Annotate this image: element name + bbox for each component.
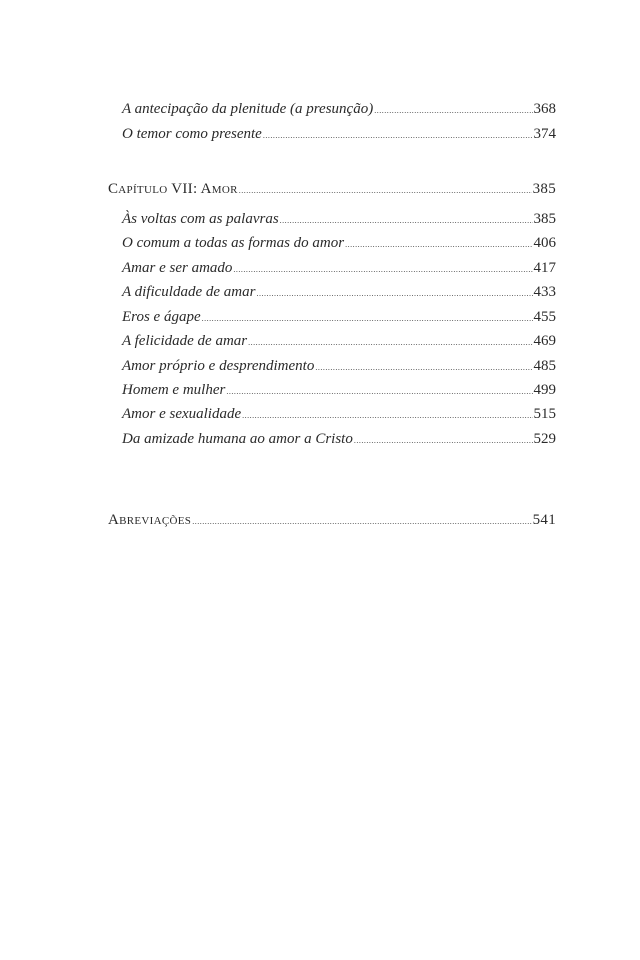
- toc-entry: [122, 382, 556, 399]
- dot-leader: [256, 289, 532, 298]
- toc-entry: [122, 431, 556, 448]
- toc-entry-page: 499: [533, 382, 556, 398]
- toc-entry: [122, 406, 556, 423]
- toc-entry-title: Amor e sexualidade: [122, 406, 242, 422]
- toc-chapter-heading: [108, 181, 556, 198]
- toc-entry-page: 485: [533, 358, 556, 374]
- toc-entry-title: Homem e mulher: [122, 382, 226, 398]
- toc-entry-title: A felicidade de amar: [122, 333, 248, 349]
- dot-leader: [280, 216, 533, 225]
- dot-leader: [202, 314, 533, 323]
- dot-leader: [248, 338, 532, 347]
- dot-leader: [239, 186, 532, 195]
- toc-entry-page: 529: [533, 431, 556, 447]
- chapter-title: Capítulo VII: Amor: [108, 181, 238, 197]
- toc-entry-page: 368: [533, 101, 556, 117]
- dot-leader: [233, 265, 532, 274]
- chapter-page: 385: [532, 181, 556, 197]
- toc-entry-page: 469: [533, 333, 556, 349]
- abbreviations-title: Abreviações: [108, 512, 192, 528]
- toc-entry-title: A antecipação da plenitude (a presunção): [122, 101, 374, 117]
- toc-entry-page: 385: [533, 211, 556, 227]
- toc-entry-title: A dificuldade de amar: [122, 284, 256, 300]
- toc-entry-page: 406: [533, 235, 556, 251]
- toc-entry-page: 515: [533, 406, 556, 422]
- toc-entry-title: O comum a todas as formas do amor: [122, 235, 345, 251]
- toc-entry-page: 433: [533, 284, 556, 300]
- toc-entry: [122, 260, 556, 277]
- toc-entry-title: Amor próprio e desprendimento: [122, 358, 315, 374]
- toc-entry-page: 417: [533, 260, 556, 276]
- dot-leader: [263, 131, 533, 140]
- toc-entry-title: O temor como presente: [122, 126, 262, 142]
- dot-leader: [374, 106, 532, 115]
- toc-entry-page: 374: [533, 126, 556, 142]
- toc-entry: [122, 211, 556, 228]
- abbreviations-page: 541: [532, 512, 556, 528]
- dot-leader: [354, 436, 533, 445]
- dot-leader: [345, 240, 532, 249]
- toc-entry: [122, 309, 556, 326]
- toc-entry: [122, 333, 556, 350]
- dot-leader: [315, 363, 532, 372]
- toc-entry-title: Da amizade humana ao amor a Cristo: [122, 431, 353, 447]
- toc-entry-page: 455: [533, 309, 556, 325]
- toc-entry: [122, 284, 556, 301]
- toc-entry-title: Amar e ser amado: [122, 260, 233, 276]
- dot-leader: [242, 411, 532, 420]
- toc-abbreviations-heading: [108, 512, 556, 529]
- toc-entry-title: Às voltas com as palavras: [122, 211, 279, 227]
- dot-leader: [226, 387, 532, 396]
- toc-entry-title: Eros e ágape: [122, 309, 201, 325]
- toc-entry: [122, 235, 556, 252]
- toc-entry: [122, 358, 556, 375]
- dot-leader: [192, 517, 531, 526]
- toc-entry: [122, 126, 556, 143]
- toc-entry: [122, 101, 556, 118]
